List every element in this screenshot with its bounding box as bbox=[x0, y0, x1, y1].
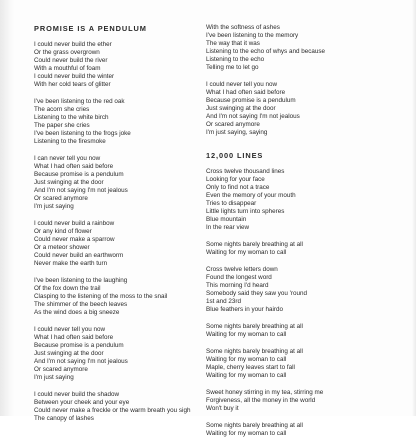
lyric-line: Even the memory of your mouth bbox=[206, 192, 296, 199]
stanza bbox=[34, 220, 234, 268]
lyric-line: Looking for your face bbox=[206, 176, 265, 183]
lyric-line: Or scared anymore bbox=[34, 366, 88, 373]
lyric-line: Because promise is a pendulum bbox=[34, 171, 124, 178]
lyric-line: Sweet honey stirring in my tea, stirring me bbox=[206, 389, 324, 396]
lyric-line: I could never tell you now bbox=[34, 326, 106, 333]
lyric-line: Listening to the firesmoke bbox=[34, 138, 106, 145]
lyric-line: Blue feathers in your hairdo bbox=[206, 306, 284, 313]
lyric-line: I can never tell you now bbox=[34, 155, 101, 162]
stanza bbox=[206, 389, 406, 413]
lyric-line: Just swinging at the door bbox=[34, 350, 104, 357]
lyric-line: Only to find not a trace bbox=[206, 184, 270, 191]
lyric-line: Waiting for my woman to call bbox=[206, 331, 287, 338]
lyric-line: This morning I'd heard bbox=[206, 282, 269, 289]
lyric-line: Listening to the echo of whys and because bbox=[206, 48, 326, 55]
lyric-line: Tries to disappear bbox=[206, 200, 257, 207]
lyric-line: Because promise is a pendulum bbox=[206, 97, 296, 104]
lyric-line: Waiting for my woman to call bbox=[206, 430, 287, 437]
stanza bbox=[206, 81, 406, 137]
lyric-line: Listening to the echo bbox=[206, 56, 265, 63]
lyric-line: Blue mountain bbox=[206, 216, 247, 223]
lyric-line: And I'm not saying I'm not jealous bbox=[34, 187, 128, 194]
lyric-line: Little lights turn into spheres bbox=[206, 208, 285, 215]
lyric-line: I could never build the shadow bbox=[34, 391, 120, 398]
left-stanzas bbox=[34, 41, 234, 423]
lyric-line: With the softness of ashes bbox=[206, 24, 280, 31]
lyric-line: I've been listening to the red oak bbox=[34, 98, 125, 105]
lyric-line: I've been listening to the laughing bbox=[34, 277, 128, 284]
lyric-line: Could never make a freckle or the warm breath you sigh bbox=[34, 407, 191, 414]
stanza bbox=[34, 41, 234, 89]
lyric-line: Just swinging at the door bbox=[34, 179, 104, 186]
lyric-line: I could never build the ether bbox=[34, 41, 112, 48]
lyric-line: Never make the earth turn bbox=[34, 260, 108, 267]
lyric-line: As the wind does a big sneeze bbox=[34, 309, 120, 316]
lyric-line: Of the fox down the trail bbox=[34, 285, 101, 292]
lyric-line: Some nights barely breathing at all bbox=[206, 348, 303, 355]
lyric-line: Because promise is a pendulum bbox=[34, 342, 124, 349]
lyric-line: What I had often said before bbox=[206, 89, 286, 96]
lyric-line: Or a meteor shower bbox=[34, 244, 90, 251]
lyric-line: Won't buy it bbox=[206, 405, 239, 412]
stanza bbox=[34, 326, 234, 382]
page-edge-shadow bbox=[412, 0, 416, 416]
lyric-line: What I had often said before bbox=[34, 334, 114, 341]
lyric-line: Just swinging at the door bbox=[206, 105, 276, 112]
stanza bbox=[34, 155, 234, 211]
stanza bbox=[206, 323, 406, 339]
lyric-line: The canopy of lashes bbox=[34, 415, 94, 422]
lyric-line: Listening to the white birch bbox=[34, 114, 109, 121]
lyric-line: Could never build the river bbox=[34, 57, 108, 64]
lyric-line: The way that it was bbox=[206, 40, 260, 47]
song-title-promise: PROMISE IS A PENDULUM bbox=[34, 24, 147, 33]
lyric-line: With a mouthful of foam bbox=[34, 65, 101, 72]
stanza bbox=[34, 98, 234, 146]
lyric-line: Between your cheek and your eye bbox=[34, 399, 130, 406]
lyric-line: 1st and 23rd bbox=[206, 298, 242, 305]
lyric-line: Could never make a sparrow bbox=[34, 236, 115, 243]
lyric-line: Cross twelve letters down bbox=[206, 266, 278, 273]
lyric-line: Cross twelve thousand lines bbox=[206, 168, 285, 175]
lyric-line: Waiting for my woman to call bbox=[206, 249, 287, 256]
lyric-line: I could never tell you now bbox=[206, 81, 278, 88]
stanza bbox=[206, 24, 406, 72]
lyric-line: Telling me to let go bbox=[206, 64, 259, 71]
right-stanzas-12000-lines bbox=[206, 168, 406, 438]
lyric-line: I could never build the winter bbox=[34, 73, 115, 80]
stanza bbox=[34, 391, 234, 423]
left-column bbox=[34, 24, 234, 432]
lyric-line: I'm just saying bbox=[34, 374, 74, 381]
stanza bbox=[206, 241, 406, 257]
lyric-line: Forgiveness, all the money in the world bbox=[206, 397, 316, 404]
stanza bbox=[34, 277, 234, 317]
lyric-line: Or scared anymore bbox=[206, 121, 260, 128]
lyric-line: Could never build an earthworm bbox=[34, 252, 124, 259]
lyric-line: Some nights barely breathing at all bbox=[206, 422, 303, 429]
lyric-line: In the rear view bbox=[206, 224, 250, 231]
lyric-line: Waiting for my woman to call bbox=[206, 372, 287, 379]
lyric-line: Maple, cherry leaves start to fall bbox=[206, 364, 295, 371]
lyric-line: And I'm not saying I'm not jealous bbox=[206, 113, 300, 120]
lyric-line: Or scared anymore bbox=[34, 195, 88, 202]
right-stanzas-continued bbox=[206, 24, 406, 137]
lyric-line: Or any kind of flower bbox=[34, 228, 92, 235]
stanza bbox=[206, 266, 406, 314]
lyric-line: With her cold tears of glitter bbox=[34, 81, 111, 88]
lyric-line: What I had often said before bbox=[34, 163, 114, 170]
lyric-line: I could never build a rainbow bbox=[34, 220, 115, 227]
stanza bbox=[206, 168, 406, 232]
lyric-line: The acorn she cries bbox=[34, 106, 90, 113]
stanza bbox=[206, 348, 406, 380]
stanza bbox=[206, 422, 406, 438]
lyric-line: Some nights barely breathing at all bbox=[206, 241, 303, 248]
right-column bbox=[206, 24, 406, 447]
lyric-line: Some nights barely breathing at all bbox=[206, 323, 303, 330]
lyric-line: Somebody said they saw you 'round bbox=[206, 290, 307, 297]
lyric-line: Clasping to the listening of the moss to the snail bbox=[34, 293, 168, 300]
lyric-line: Or the grass overgrown bbox=[34, 49, 100, 56]
song-title-12000-lines: 12,000 LINES bbox=[206, 151, 264, 160]
lyric-line: The paper she cries bbox=[34, 122, 90, 129]
lyric-line: I'm just saying, saying bbox=[206, 129, 268, 136]
page-gutter-shadow bbox=[0, 0, 14, 416]
lyric-line: And I'm not saying I'm not jealous bbox=[34, 358, 128, 365]
lyric-line: I'm just saying bbox=[34, 203, 74, 210]
lyric-line: Found the longest word bbox=[206, 274, 272, 281]
lyric-line: I've been listening to the memory bbox=[206, 32, 299, 39]
lyric-line: The shimmer of the beech leaves bbox=[34, 301, 128, 308]
lyric-line: I've been listening to the frogs joke bbox=[34, 130, 131, 137]
lyric-line: Waiting for my woman to call bbox=[206, 356, 287, 363]
